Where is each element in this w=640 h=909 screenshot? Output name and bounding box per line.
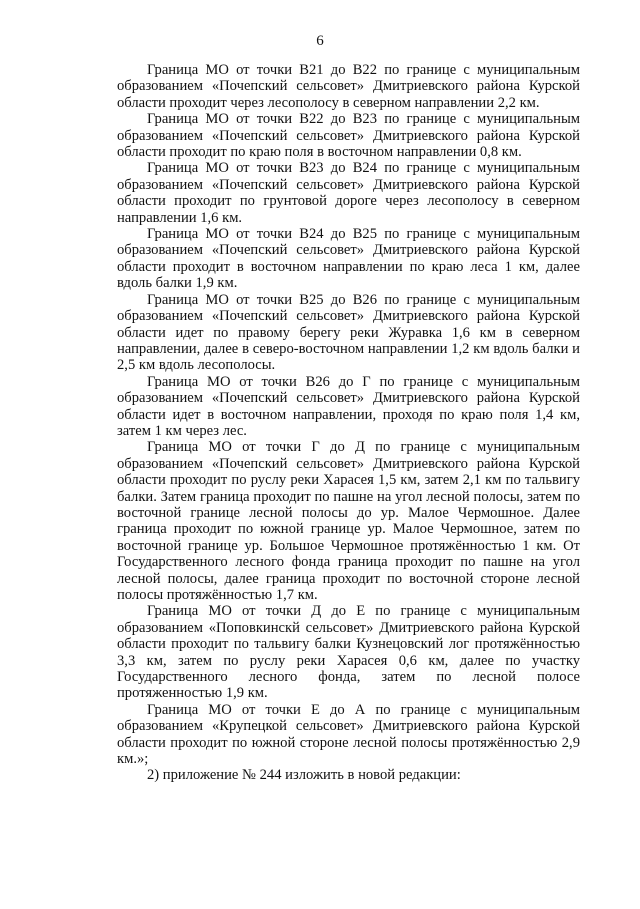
paragraph-d-e: Граница МО от точки Д до Е по границе с муниципальным образованием «Поповкинскй сельсовет» Дмитриевского района Курской области проходит по тальвигу балки Кузнецовский лог протяжённостью 3,3 км, затем по руслу реки Харасея 0,6 км, далее по участку Государственного лесного фонда, затем по лесной полосе протяженностью 1,9 км. <box>117 603 580 702</box>
paragraph-b21-b22: Граница МО от точки В21 до В22 по границе с муниципальным образованием «Почепский сельсовет» Дмитриевского района Курской области проходит через лесополосу в северном направлении 2,2 км. <box>117 62 580 111</box>
document-body <box>117 62 580 784</box>
paragraph-b24-b25: Граница МО от точки В24 до В25 по границе с муниципальным образованием «Почепский сельсовет» Дмитриевского района Курской области проходит в восточном направлении по краю леса 1 км, далее вдоль балки 1,9 км. <box>117 226 580 292</box>
paragraph-b22-b23: Граница МО от точки В22 до В23 по границе с муниципальным образованием «Почепский сельсовет» Дмитриевского района Курской области проходит по краю поля в восточном направлении 0,8 км. <box>117 111 580 161</box>
paragraph-b25-b26: Граница МО от точки В25 до В26 по границе с муниципальным образованием «Почепский сельсовет» Дмитриевского района Курской области идет по правому берегу реки Журавка 1,6 км в северном направлении, далее в северо-восточном направлении 1,2 км вдоль балки и 2,5 км вдоль лесополосы. <box>117 291 580 374</box>
paragraph-e-a: Граница МО от точки Е до А по границе с муниципальным образованием «Крупецкой сельсовет» Дмитриевского района Курской области проходит по южной стороне лесной полосы протяжённостью 2,9 км.»; <box>117 701 580 768</box>
paragraph-b23-b24: Граница МО от точки В23 до В24 по границе с муниципальным образованием «Почепский сельсовет» Дмитриевского района Курской области проходит по грунтовой дороге через лесополосу в северном направлении 1,6 км. <box>117 160 580 226</box>
paragraph-appendix-244: 2) приложение № 244 изложить в новой редакции: <box>147 767 461 784</box>
page-number: 6 <box>316 33 324 49</box>
paragraph-b26-g: Граница МО от точки В26 до Г по границе с муниципальным образованием «Почепский сельсовет» Дмитриевского района Курской области идет в восточном направлении, проходя по краю поля 1,4 км, затем 1 км через лес. <box>117 373 580 439</box>
paragraph-g-d: Граница МО от точки Г до Д по границе с муниципальным образованием «Почепский сельсовет» Дмитриевского района Курской области проходит по руслу реки Харасея 1,5 км, затем 2,1 км по тальвигу балки. Затем граница проходит по пашне на угол лесной полосы, затем по восточной границе лесной полосы до ур. Малое Чермошное. Далее граница проходит по южной границе ур. Малое Чермошное, затем по восточной границе ур. Большое Чермошное протяжённостью 1 км. От Государственного лесного фонда граница проходит по пашне на угол лесной полосы, далее граница проходит по восточной стороне лесной полосы протяжённостью 1,7 км. <box>117 439 580 603</box>
